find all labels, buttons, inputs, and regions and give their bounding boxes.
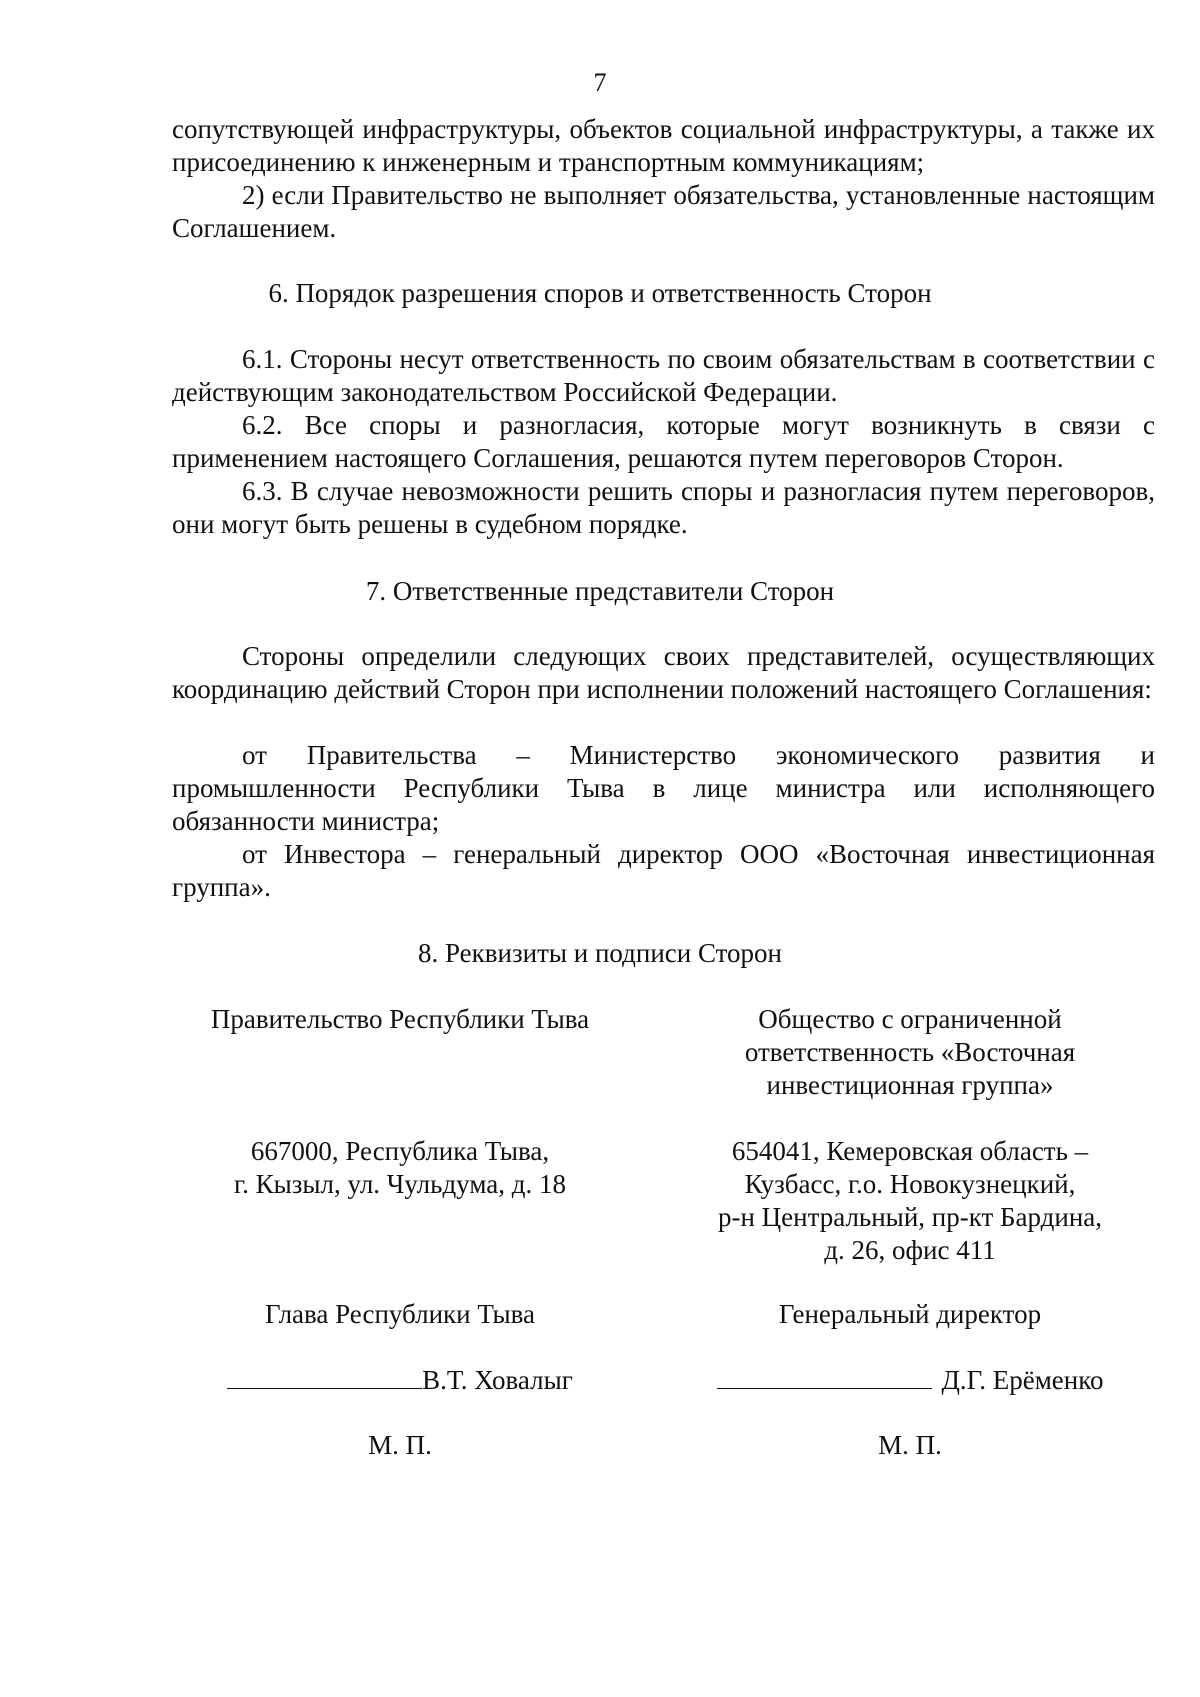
right-signature-block bbox=[680, 1364, 1140, 1397]
right-organization-line-1: Общество с ограниченной bbox=[758, 1004, 1062, 1034]
left-signature-block bbox=[180, 1364, 620, 1397]
right-address-line-4: д. 26, офис 411 bbox=[824, 1235, 996, 1265]
right-signature-line bbox=[717, 1364, 932, 1389]
section-7-paragraph-1: Стороны определили следующих своих представителей, осуществляющих координацию действий Сторон при исполнении положений настоящего Соглашения: bbox=[172, 641, 1155, 704]
section-6-paragraph-2: 6.2. Все споры и разногласия, которые могут возникнуть в связи с применением настоящего Соглашения, решаются путем переговоров Сторон. bbox=[172, 410, 1155, 473]
right-position: Генеральный директор bbox=[778, 1299, 1042, 1329]
section-8-heading: 8. Реквизиты и подписи Сторон bbox=[418, 938, 782, 968]
section-6-heading: 6. Порядок разрешения споров и ответственность Сторон bbox=[268, 278, 932, 308]
section-7-paragraph-2: от Правительства – Министерство экономического развития и промышленности Республики Тыва в лице министра или исполняющего обязанности министра; bbox=[172, 740, 1155, 836]
right-organization-line-3: инвестиционная группа» bbox=[766, 1070, 1054, 1100]
section-7-paragraph-3: от Инвестора – генеральный директор ООО «Восточная инвестиционная группа». bbox=[172, 839, 1155, 902]
left-stamp-place: М. П. bbox=[368, 1430, 432, 1460]
right-stamp-place: М. П. bbox=[878, 1430, 942, 1460]
right-address-line-3: р-н Центральный, пр-кт Бардина, bbox=[717, 1202, 1103, 1232]
left-signature-line bbox=[227, 1364, 422, 1389]
intro-paragraph-continuation: сопутствующей инфраструктуры, объектов социальной инфраструктуры, а также их присоединению к инженерным и транспортным коммуникациям; bbox=[172, 114, 1155, 177]
right-address-line-1: 654041, Кемеровская область – bbox=[731, 1136, 1089, 1166]
left-address-line-2: г. Кызыл, ул. Чульдума, д. 18 bbox=[234, 1169, 566, 1199]
section-6-paragraph-3: 6.3. В случае невозможности решить споры и разногласия путем переговоров, они могут быть решены в судебном порядке. bbox=[172, 476, 1155, 539]
section-7-heading: 7. Ответственные представители Сторон bbox=[365, 576, 835, 606]
right-signatory: Д.Г. Ерёменко bbox=[941, 1365, 1104, 1395]
right-address-line-2: Кузбасс, г.о. Новокузнецкий, bbox=[744, 1169, 1076, 1199]
right-organization-line-2: ответственность «Восточная bbox=[744, 1037, 1076, 1067]
left-signatory: В.Т. Ховалыг bbox=[422, 1365, 573, 1395]
intro-paragraph-item-2: 2) если Правительство не выполняет обязательства, установленные настоящим Соглашением. bbox=[172, 180, 1155, 243]
page-number: 7 bbox=[593, 68, 607, 97]
left-organization: Правительство Республики Тыва bbox=[210, 1004, 590, 1034]
left-address-line-1: 667000, Республика Тыва, bbox=[250, 1136, 550, 1166]
left-position: Глава Республики Тыва bbox=[264, 1299, 536, 1329]
section-6-paragraph-1: 6.1. Стороны несут ответственность по своим обязательствам в соответствии с действующим законодательством Российской Федерации. bbox=[172, 344, 1155, 407]
